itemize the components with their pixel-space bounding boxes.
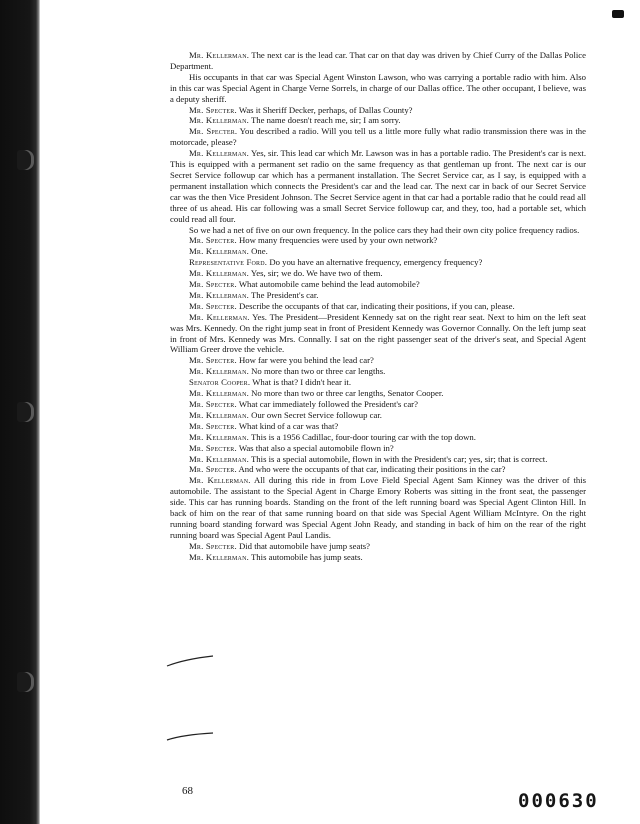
speaker-name: Mr. Specter. bbox=[189, 399, 237, 409]
testimony-paragraph bbox=[170, 50, 586, 72]
document-number: 000630 bbox=[518, 790, 599, 812]
paragraph-text: Was that also a special automobile flown in? bbox=[236, 442, 394, 453]
paragraph-text: This automobile has jump seats. bbox=[248, 551, 363, 562]
paragraph-text: What kind of a car was that? bbox=[236, 420, 339, 431]
paragraph-text: What automobile came behind the lead automobile? bbox=[236, 279, 420, 290]
testimony-paragraph bbox=[170, 246, 586, 257]
testimony-paragraph bbox=[170, 279, 586, 290]
testimony-paragraph bbox=[170, 290, 586, 301]
paragraph-text: The next car is the lead car. That car on that day was driven by Chief Curry of the Dallas Police Department. bbox=[170, 50, 586, 71]
speaker-name: Mr. Specter. bbox=[189, 104, 237, 115]
speaker-name: Mr. Kellerman. bbox=[189, 268, 249, 279]
binder-hole bbox=[17, 150, 31, 170]
handwritten-margin-mark bbox=[165, 654, 215, 668]
testimony-paragraph bbox=[170, 235, 586, 246]
paragraph-text: This is a 1956 Cadillac, four-door touring car with the top down. bbox=[248, 431, 476, 442]
testimony-paragraph bbox=[170, 421, 586, 432]
paragraph-text: What is that? I didn't hear it. bbox=[250, 377, 352, 388]
testimony-paragraph bbox=[170, 225, 586, 236]
paragraph-text: Do you have an alternative frequency, emergency frequency? bbox=[267, 257, 483, 268]
paragraph-text: This is a special automobile, flown in with the President's car; yes, sir; that is correct. bbox=[248, 453, 548, 464]
testimony-paragraph bbox=[170, 72, 586, 105]
testimony-paragraph bbox=[170, 268, 586, 279]
testimony-paragraph bbox=[170, 475, 586, 540]
speaker-name: Mr. Specter. bbox=[189, 540, 237, 551]
speaker-name: Mr. Specter. bbox=[189, 442, 237, 453]
speaker-name: Mr. Specter. bbox=[189, 300, 237, 311]
speaker-name: Mr. Kellerman. bbox=[189, 50, 250, 60]
speaker-name: Mr. Specter. bbox=[189, 126, 238, 137]
testimony-paragraph bbox=[170, 105, 586, 116]
speaker-name: Representative Ford. bbox=[189, 257, 268, 268]
testimony-paragraph bbox=[170, 454, 586, 465]
paragraph-text: His occupants in that car was Special Agent Winston Lawson, who was carrying a portable radio with him. Also in this car was Special Agent in Charge Verne Sorrels, in charge of our Dallas office. The other occupant, I believe, was a deputy sheriff. bbox=[170, 71, 586, 104]
speaker-name: Mr. Specter. bbox=[189, 279, 237, 290]
speaker-name: Mr. Specter. bbox=[189, 464, 237, 475]
testimony-paragraph bbox=[170, 399, 586, 410]
speaker-name: Mr. Kellerman. bbox=[189, 409, 249, 420]
speaker-name: Senator Cooper. bbox=[189, 377, 251, 388]
binder-hole bbox=[17, 672, 31, 692]
paragraph-text: You described a radio. Will you tell us a little more fully what radio transmission there was in the motorcade, please? bbox=[170, 126, 586, 148]
paragraph-text: So we had a net of five on our own frequency. In the police cars they had their own city police frequency radios. bbox=[189, 224, 580, 235]
speaker-name: Mr. Kellerman. bbox=[189, 453, 249, 464]
paragraph-text: Yes, sir. This lead car which Mr. Lawson was in has a portable radio. The President's car is next. This is equipped with a permanent set radio on the same frequency as that gentleman up front. The next car is our Secret Service followup car which has a permanent installation. The Secret Service car, as I say, is equipped with a permanent installation which connects the President's car and the lead car. The next car in back of our Secret Service car was the then Vice President Johnson. The Secret Service agent in that car had a portable radio that he could read all three of us ahead. His car following was a small Secret Service followup car, and they, too, had a portable set, which could read all four. bbox=[170, 148, 587, 224]
speaker-name: Mr. Kellerman. bbox=[189, 115, 249, 126]
paragraph-text: Describe the occupants of that car, indicating their positions, if you can, please. bbox=[236, 300, 515, 311]
testimony-paragraph bbox=[170, 541, 586, 552]
speaker-name: Mr. Kellerman. bbox=[189, 289, 249, 300]
paragraph-text: The name doesn't reach me, sir; I am sorry. bbox=[248, 115, 401, 126]
testimony-paragraph bbox=[170, 148, 586, 224]
speaker-name: Mr. Kellerman. bbox=[189, 148, 250, 159]
testimony-paragraph bbox=[170, 257, 586, 268]
paragraph-text: Did that automobile have jump seats? bbox=[236, 540, 370, 551]
paragraph-text: No more than two or three car lengths. bbox=[248, 366, 386, 377]
testimony-paragraph bbox=[170, 432, 586, 443]
testimony-paragraph bbox=[170, 377, 586, 388]
paragraph-text: One. bbox=[248, 246, 268, 257]
speaker-name: Mr. Specter. bbox=[189, 355, 237, 366]
testimony-paragraph bbox=[170, 388, 586, 399]
testimony-paragraph bbox=[170, 355, 586, 366]
testimony-paragraph bbox=[170, 464, 586, 475]
paragraph-text: No more than two or three car lengths, Senator Cooper. bbox=[248, 388, 444, 399]
testimony-paragraph bbox=[170, 126, 586, 148]
speaker-name: Mr. Kellerman. bbox=[189, 246, 249, 257]
speaker-name: Mr. Kellerman. bbox=[189, 551, 249, 562]
paragraph-text: How many frequencies were used by your own network? bbox=[236, 235, 438, 246]
speaker-name: Mr. Specter. bbox=[189, 420, 237, 431]
handwritten-margin-mark bbox=[165, 728, 215, 742]
testimony-text bbox=[170, 50, 586, 563]
page-number: 68 bbox=[182, 785, 193, 797]
speaker-name: Mr. Specter. bbox=[189, 235, 237, 246]
paragraph-text: Yes, sir; we do. We have two of them. bbox=[248, 268, 383, 279]
binder-hole bbox=[17, 402, 31, 422]
testimony-paragraph bbox=[170, 312, 586, 356]
testimony-paragraph bbox=[170, 552, 586, 563]
speaker-name: Mr. Kellerman. bbox=[189, 311, 250, 322]
paragraph-text: And who were the occupants of that car, indicating their positions in the car? bbox=[236, 464, 506, 475]
paragraph-text: All during this ride in from Love Field Special Agent Sam Kinney was the driver of this automobile. The assistant to the Special Agent in Charge Emory Roberts was sitting in the front seat, the passenger side. This car has running boards. Standing on the front of the left running board was Special Agent Clinton Hill. In back of him on the rear of that same running board on that side was Special Agent William McIntyre. On the right running board standing forward was Special Agent John Ready, and standing in back of him on the rear of the right running board was Special Agent Paul Landis. bbox=[170, 475, 587, 540]
testimony-paragraph bbox=[170, 115, 586, 126]
speaker-name: Mr. Kellerman. bbox=[189, 431, 249, 442]
scan-corner-mark bbox=[612, 10, 624, 18]
paragraph-text: What car immediately followed the President's car? bbox=[236, 399, 418, 409]
testimony-paragraph bbox=[170, 443, 586, 454]
speaker-name: Mr. Kellerman. bbox=[189, 475, 251, 486]
paragraph-text: The President's car. bbox=[248, 289, 319, 300]
paragraph-text: Was it Sheriff Decker, perhaps, of Dallas County? bbox=[236, 104, 413, 115]
paragraph-text: How far were you behind the lead car? bbox=[236, 355, 374, 366]
testimony-paragraph bbox=[170, 366, 586, 377]
paragraph-text: Yes. The President—President Kennedy sat on the right rear seat. Next to him on the left seat was Mrs. Kennedy. On the right jump seat in front of President Kennedy was Governor Connally. On the left jump seat in front of Mrs. Kennedy was Mrs. Connally. I sat on the right passenger seat of the driver's seat, and Special Agent William Greer drove the vehicle. bbox=[170, 311, 586, 355]
paragraph-text: Our own Secret Service followup car. bbox=[248, 409, 382, 420]
testimony-paragraph bbox=[170, 301, 586, 312]
speaker-name: Mr. Kellerman. bbox=[189, 366, 249, 377]
testimony-paragraph bbox=[170, 410, 586, 421]
speaker-name: Mr. Kellerman. bbox=[189, 388, 249, 399]
